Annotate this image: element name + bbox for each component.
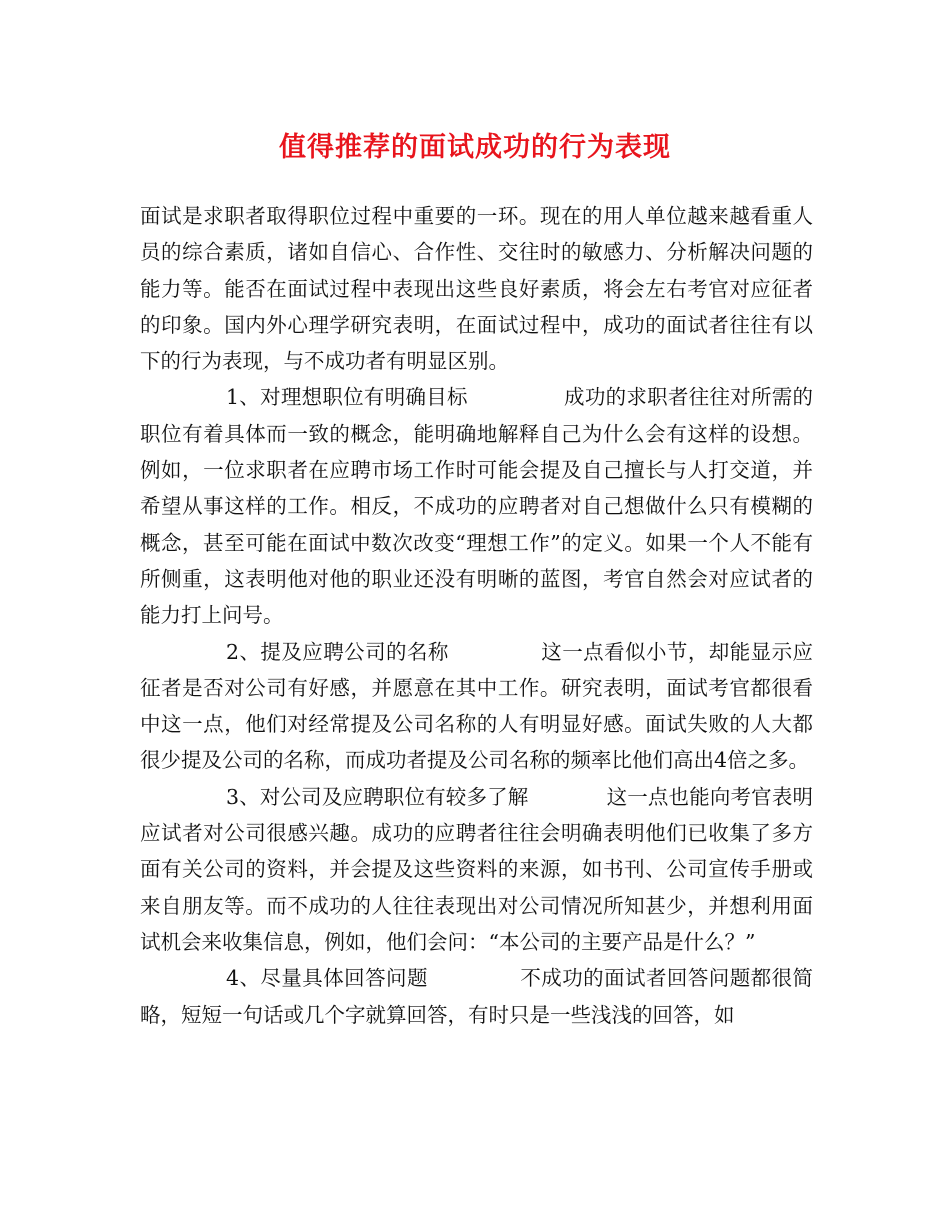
item-paragraph-3 — [140, 779, 813, 960]
intro-paragraph: 面试是求职者取得职位过程中重要的一环。现在的用人单位越来越看重人员的综合素质，诸如自信心、合作性、交往时的敏感力、分析解决问题的能力等。能否在面试过程中表现出这些良好素质，将会左右考官对应征者的印象。国内外心理学研究表明，在面试过程中，成功的面试者往往有以下的行为表现，与不成功者有明显区别。 — [140, 204, 813, 374]
document-title: 值得推荐的面试成功的行为表现 — [279, 132, 671, 163]
item-heading-3: 3、对公司及应聘职位有较多了解 — [226, 784, 529, 809]
item-text-2: 这一点看似小节，却能显示应征者是否对公司有好感，并愿意在其中工作。研究表明，面试考官都很看中这一点，他们对经常提及公司名称的人有明显好感。面试失败的人大都很少提及公司的名称，而成功者提及公司名称的频率比他们高出4倍之多。 — [140, 639, 814, 773]
item-paragraph-1 — [140, 379, 813, 633]
item-heading-4: 4、尽量具体回答问题 — [226, 966, 428, 991]
item-heading-1: 1、对理想职位有明确目标 — [226, 385, 468, 410]
item-paragraph-2 — [140, 634, 813, 779]
document-body — [140, 198, 813, 1033]
item-text-3: 这一点也能向考官表明应试者对公司很感兴趣。成功的应聘者往往会明确表明他们已收集了多方面有关公司的资料，并会提及这些资料的来源，如书刊、公司宣传手册或来自朋友等。而不成功的人往往表现出对公司情况所知甚少，并想利用面试机会来收集信息，例如，他们会问：“本公司的主要产品是什么？” — [140, 784, 814, 954]
item-paragraph-4 — [140, 960, 813, 1033]
item-text-1: 成功的求职者往往对所需的职位有着具体而一致的概念，能明确地解释自己为什么会有这样的设想。例如，一位求职者在应聘市场工作时可能会提及自己擅长与人打交道，并希望从事这样的工作。相反，不成功的应聘者对自己想做什么只有模糊的概念，甚至可能在面试中数次改变“理想工作”的定义。如果一个人不能有所侧重，这表明他对他的职业还没有明晰的蓝图，考官自然会对应试者的能力打上问号。 — [140, 385, 814, 628]
item-heading-2: 2、提及应聘公司的名称 — [226, 639, 449, 664]
item-text-4: 不成功的面试者回答问题都很简略，短短一句话或几个字就算回答，有时只是一些浅浅的回答，如 — [140, 966, 814, 1027]
